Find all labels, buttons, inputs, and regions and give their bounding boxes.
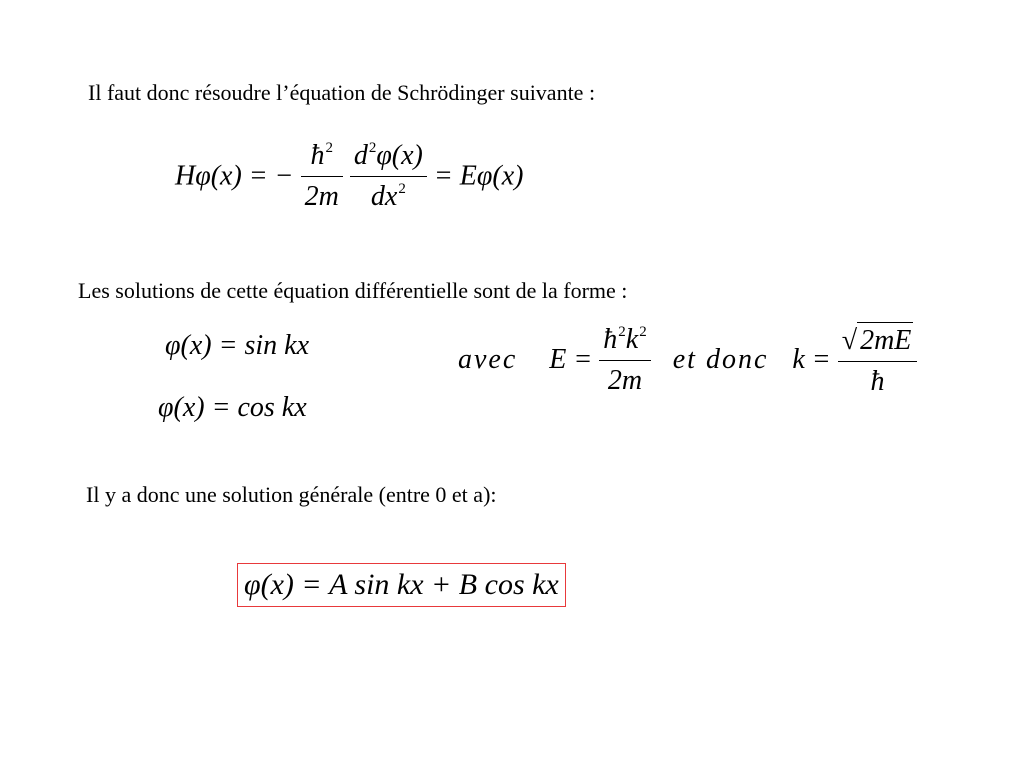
solutions-text: Les solutions de cette équation différentielle sont de la forme : xyxy=(78,278,628,303)
schrodinger-equation xyxy=(175,140,523,213)
second-derivative-fraction: $\frac{d^2\varphi(x)}{dx^2}$ xyxy=(350,140,427,213)
energy-fraction: $\frac{ħ^2k^2}{2m}$ xyxy=(599,324,650,397)
sin-solution: φ(x) = sin kx xyxy=(165,330,309,361)
hbar-fraction: $\frac{ħ^2}{2m}$ xyxy=(301,140,343,213)
sqrt: √ 2mE xyxy=(842,322,914,357)
eq-lhs: Hφ(x) = − xyxy=(175,160,294,192)
k-fraction: $\frac{√ 2mE}{ħ}$ xyxy=(838,322,918,398)
eq-rhs: = Eφ(x) xyxy=(433,160,524,192)
cos-solution: φ(x) = cos kx xyxy=(158,392,307,423)
general-solution-box: φ(x) = A sin kx + B cos kx xyxy=(237,563,566,607)
energy-relation: avec E = $\frac{ħ^2k^2}{2m}$ et donc k = $\frac{√ 2mE}{ħ}$ xyxy=(458,322,917,398)
intro-text: Il faut donc résoudre l’équation de Schrödinger suivante : xyxy=(88,80,596,105)
general-text: Il y a donc une solution générale (entre 0 et a): xyxy=(86,482,497,507)
